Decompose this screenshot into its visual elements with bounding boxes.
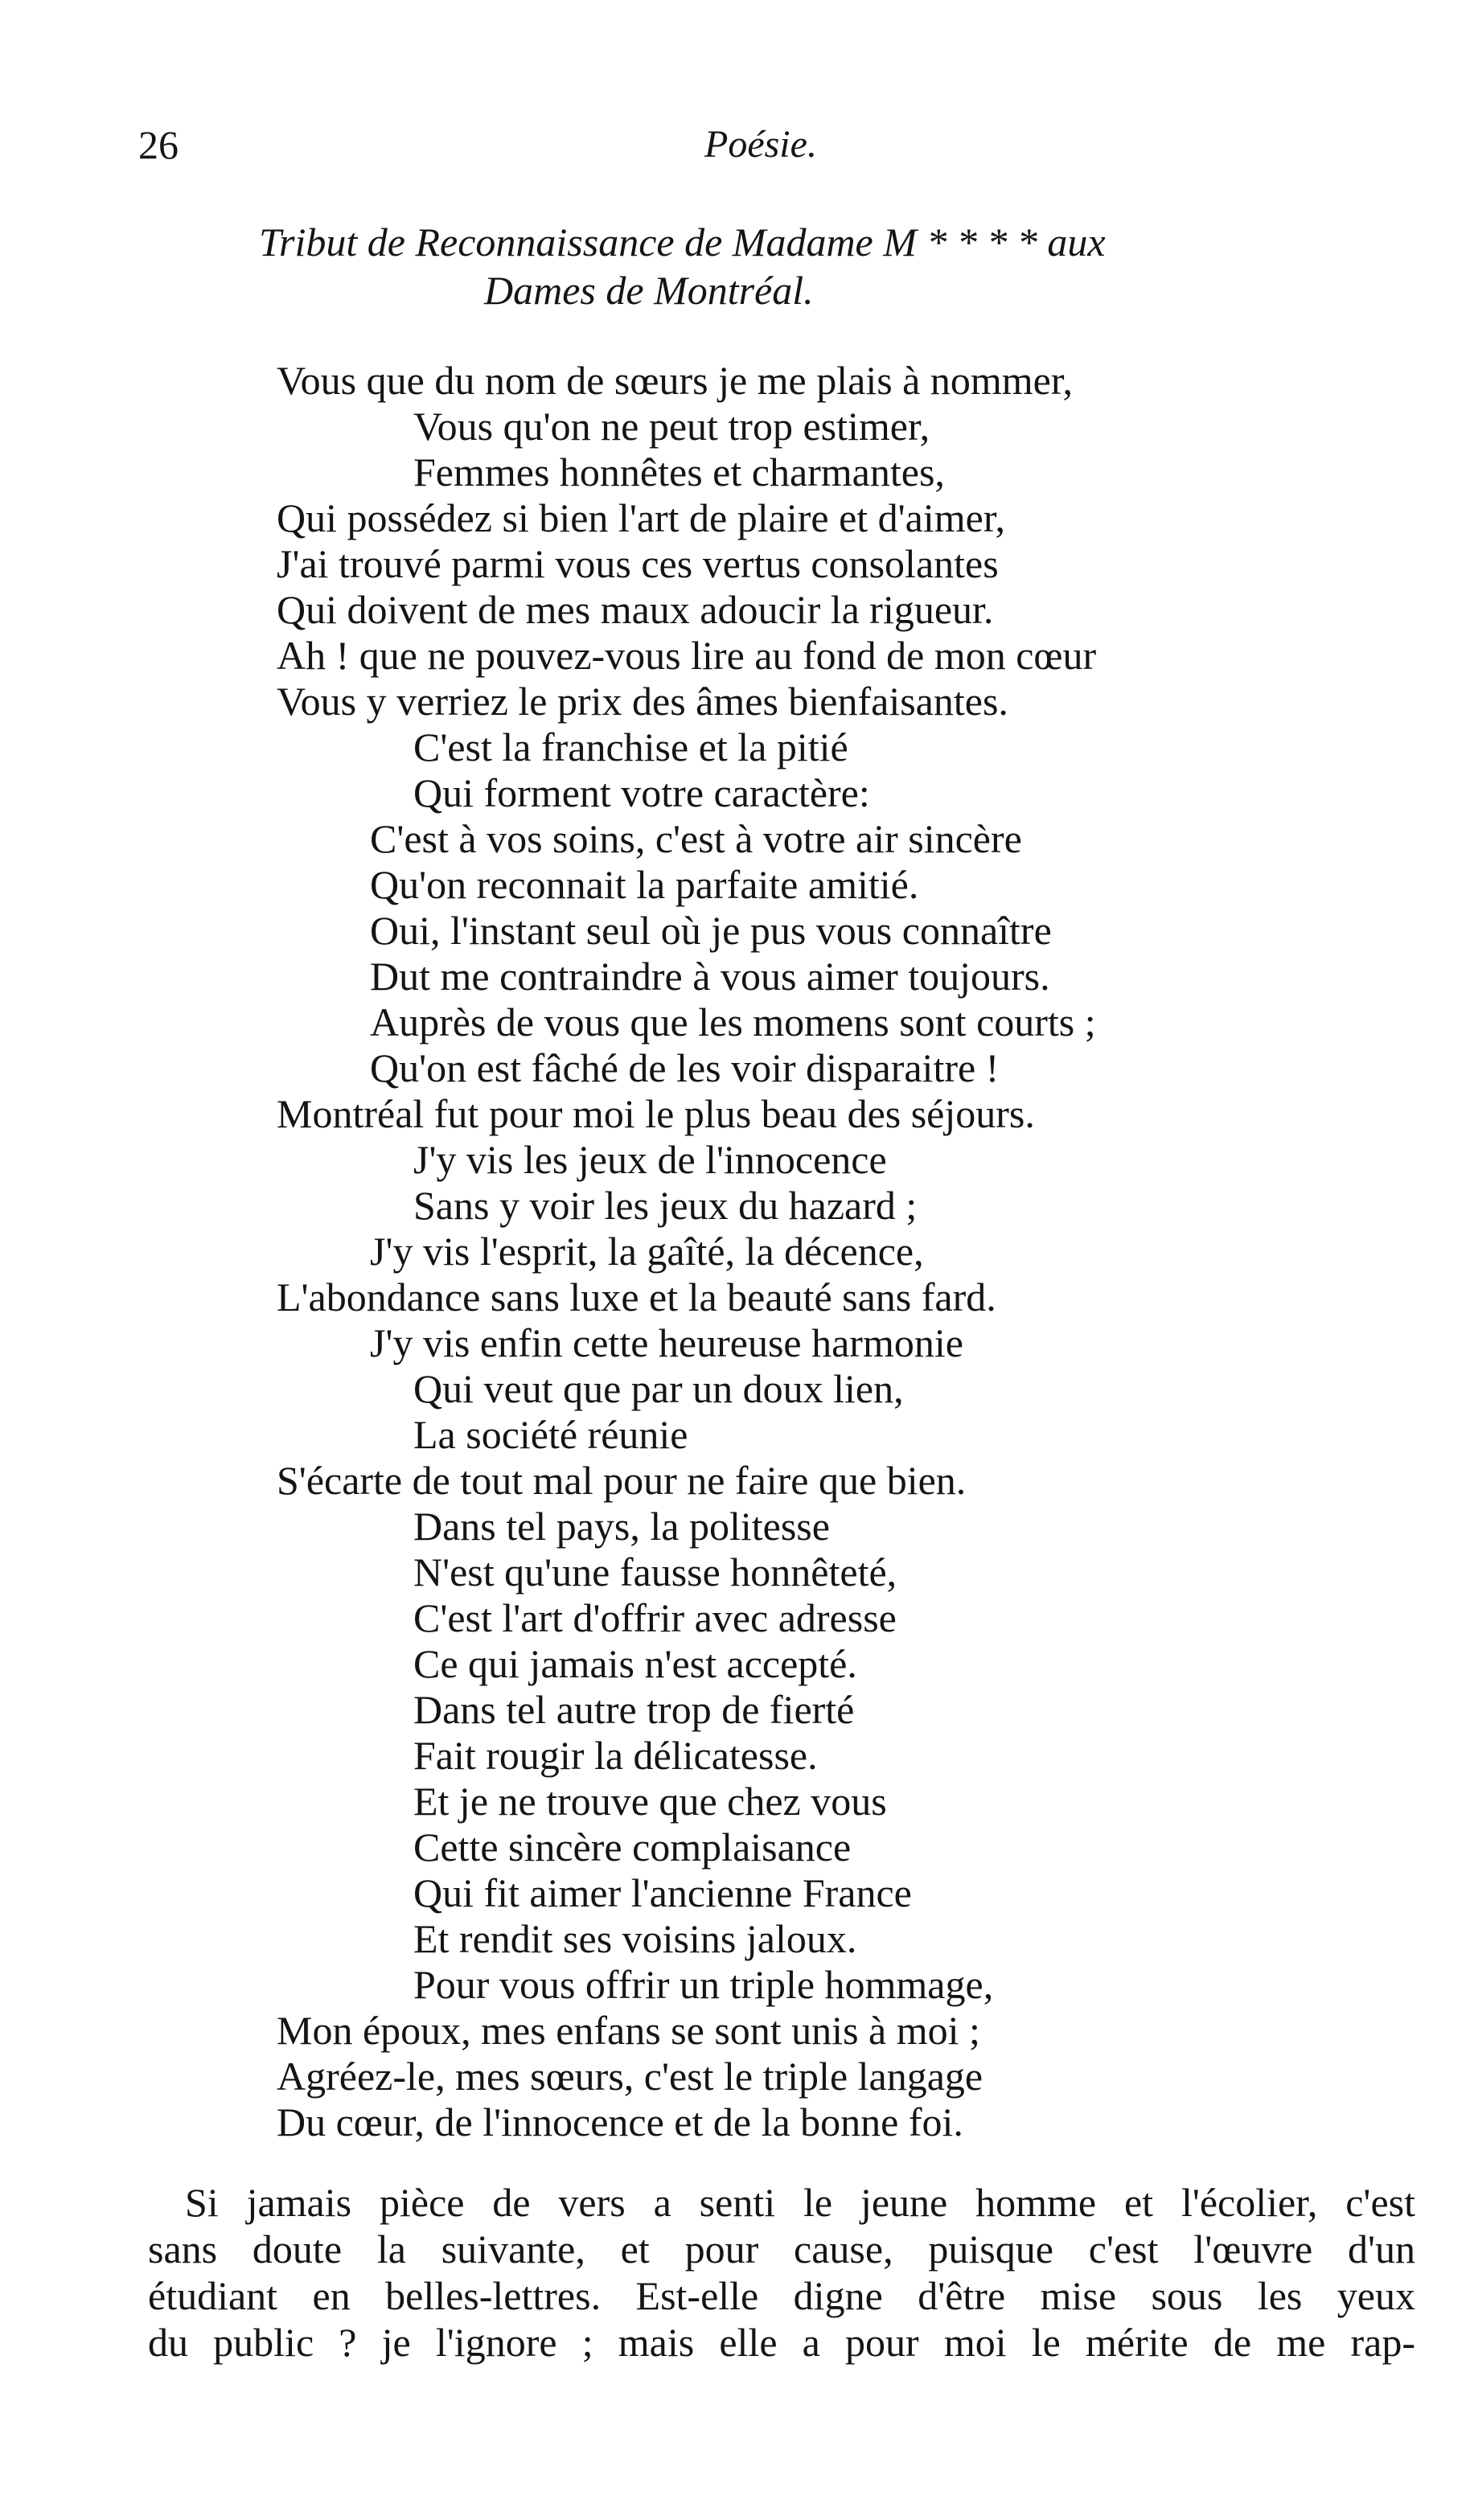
poem-line: Du cœur, de l'innocence et de la bonne foi. [277, 2099, 963, 2144]
poem-line: N'est qu'une fausse honnêteté, [413, 1549, 897, 1594]
poem-line: C'est la franchise et la pitié [413, 724, 848, 770]
prose-line: étudiant en belles-lettres. Est-elle digne d'être mise sous les yeux [148, 2273, 1415, 2318]
poem-line: Ah ! que ne pouvez-vous lire au fond de mon cœur [277, 633, 1097, 678]
poem-line: Vous qu'on ne peut trop estimer, [413, 404, 930, 449]
poem-line: J'y vis l'esprit, la gaîté, la décence, [370, 1229, 924, 1274]
poem-line: Femmes honnêtes et charmantes, [413, 449, 945, 495]
poem-line: J'y vis les jeux de l'innocence [413, 1137, 887, 1182]
poem-title-line-1: Tribut de Reconnaissance de Madame M * * * * aux [259, 220, 1106, 265]
poem-line: Agréez-le, mes sœurs, c'est le triple langage [277, 2054, 983, 2099]
prose-line: sans doute la suivante, et pour cause, puisque c'est l'œuvre d'un [148, 2227, 1415, 2272]
poem-line: C'est à vos soins, c'est à votre air sincère [370, 816, 1022, 861]
poem-line: Qui doivent de mes maux adoucir la rigueur. [277, 587, 994, 632]
poem-title-line-2: Dames de Montréal. [484, 268, 814, 313]
poem-line: Qu'on est fâché de les voir disparaitre ! [370, 1045, 1000, 1090]
poem-line: Pour vous offrir un triple hommage, [413, 1962, 994, 2007]
poem-line: C'est l'art d'offrir avec adresse [413, 1595, 897, 1640]
poem-line: Qui veut que par un doux lien, [413, 1366, 904, 1411]
prose-line: Si jamais pièce de vers a senti le jeune homme et l'écolier, c'est [185, 2180, 1415, 2225]
poem-line: Ce qui jamais n'est accepté. [413, 1641, 857, 1686]
prose-line: du public ? je l'ignore ; mais elle a pour moi le mérite de me rap- [148, 2320, 1415, 2365]
poem-line: Cette sincère complaisance [413, 1824, 852, 1869]
poem-line: J'ai trouvé parmi vous ces vertus consolantes [277, 541, 999, 586]
poem-line: Vous y verriez le prix des âmes bienfaisantes. [277, 679, 1008, 724]
running-head: Poésie. [704, 123, 817, 166]
poem-line: Dans tel pays, la politesse [413, 1504, 830, 1549]
page-number: 26 [138, 122, 179, 167]
poem-line: J'y vis enfin cette heureuse harmonie [370, 1320, 963, 1365]
poem-line: Fait rougir la délicatesse. [413, 1733, 818, 1778]
poem-line: Dans tel autre trop de fierté [413, 1687, 855, 1732]
poem-line: La société réunie [413, 1412, 688, 1457]
poem-line: Montréal fut pour moi le plus beau des séjours. [277, 1091, 1035, 1136]
poem-line: Et rendit ses voisins jaloux. [413, 1916, 857, 1961]
poem-line: Oui, l'instant seul où je pus vous connaître [370, 908, 1052, 953]
poem-line: S'écarte de tout mal pour ne faire que bien. [277, 1458, 967, 1503]
poem-line: Et je ne trouve que chez vous [413, 1779, 887, 1824]
poem-line: Auprès de vous que les momens sont courts ; [370, 999, 1096, 1045]
poem-line: Dut me contraindre à vous aimer toujours. [370, 954, 1050, 999]
poem-line: Vous que du nom de sœurs je me plais à nommer, [277, 358, 1073, 403]
poem-line: Sans y voir les jeux du hazard ; [413, 1183, 918, 1228]
poem-line: Qu'on reconnait la parfaite amitié. [370, 862, 919, 907]
poem-line: Mon époux, mes enfans se sont unis à moi ; [277, 2008, 980, 2053]
poem-line: L'abondance sans luxe et la beauté sans fard. [277, 1274, 996, 1320]
poem-line: Qui forment votre caractère: [413, 770, 870, 815]
poem-line: Qui possédez si bien l'art de plaire et d'aimer, [277, 495, 1005, 540]
prose-paragraph [148, 2179, 1415, 2366]
poem-line: Qui fit aimer l'ancienne France [413, 1870, 912, 1915]
poem [0, 358, 1470, 2145]
